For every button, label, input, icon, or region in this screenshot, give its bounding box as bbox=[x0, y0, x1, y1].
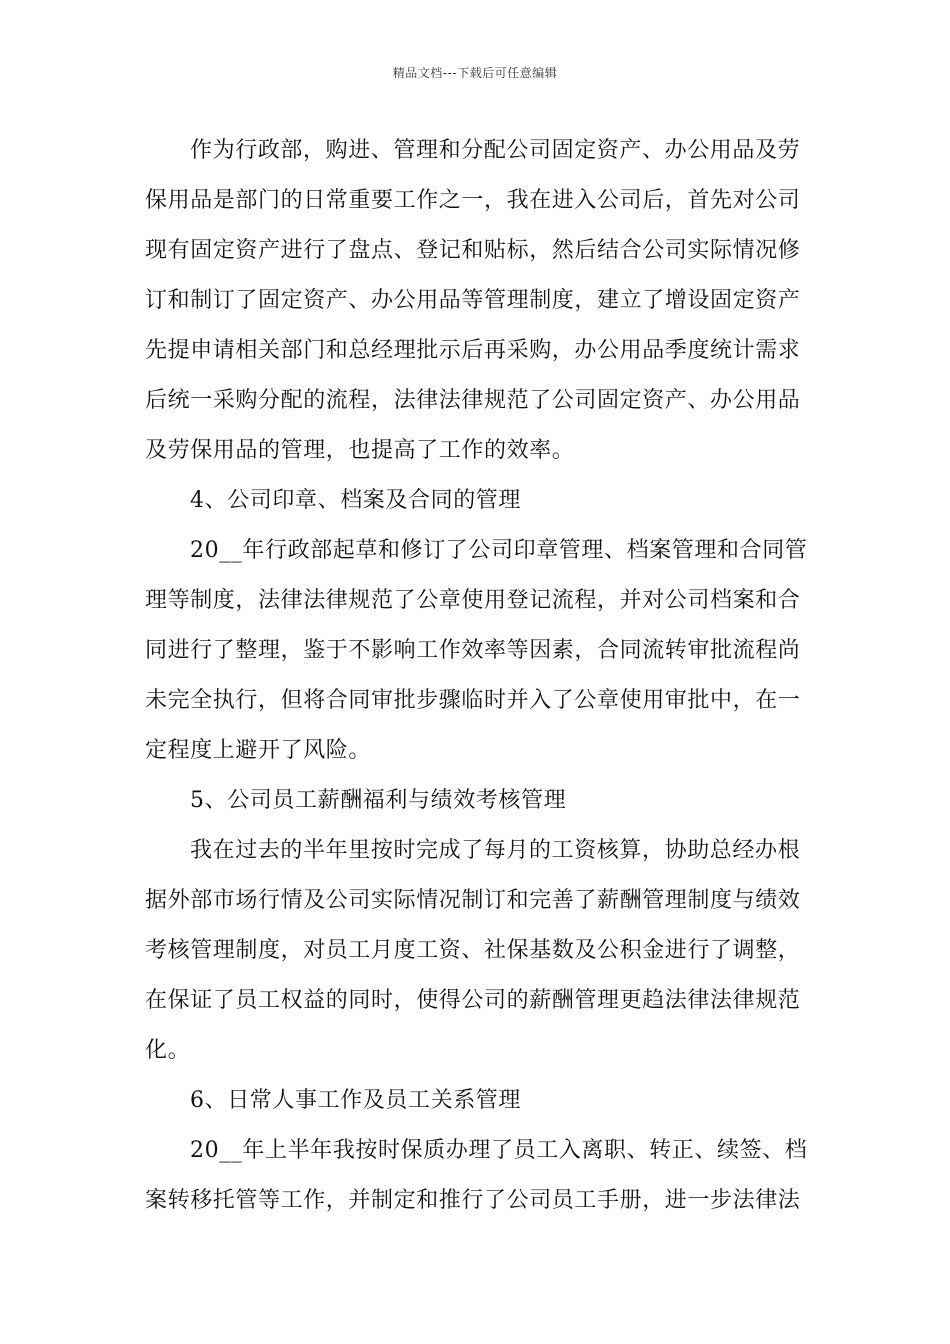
text-line: 理等制度，法律法律规范了公章使用登记流程，并对公司档案和合 bbox=[145, 588, 801, 613]
text-line: 我在过去的半年里按时完成了每月的工资核算，协助总经办根 bbox=[190, 838, 801, 863]
section-heading: 4、公司印章、档案及合同的管理 bbox=[190, 488, 521, 513]
section-heading: 5、公司员工薪酬福利与绩效考核管理 bbox=[190, 788, 567, 813]
text-line: 同进行了整理，鉴于不影响工作效率等因素，合同流转审批流程尚 bbox=[145, 638, 801, 663]
page-header: 精品文档---下载后可任意编辑 bbox=[392, 66, 558, 80]
text-line: 定程度上避开了风险。 bbox=[145, 738, 372, 763]
text-line: 作为行政部，购进、管理和分配公司固定资产、办公用品及劳 bbox=[190, 138, 801, 163]
text-line: 案转移托管等工作，并制定和推行了公司员工手册，进一步法律法 bbox=[145, 1188, 801, 1213]
section-heading: 6、日常人事工作及员工关系管理 bbox=[190, 1088, 521, 1113]
text-line: 后统一采购分配的流程，法律法律规范了公司固定资产、办公用品 bbox=[145, 388, 801, 413]
text-line: 化。 bbox=[145, 1038, 191, 1063]
text-line: 20__年行政部起草和修订了公司印章管理、档案管理和合同管 bbox=[190, 538, 808, 563]
text-line: 考核管理制度，对员工月度工资、社保基数及公积金进行了调整， bbox=[145, 938, 801, 963]
text-line: 及劳保用品的管理，也提高了工作的效率。 bbox=[145, 438, 575, 463]
text-line: 在保证了员工权益的同时，使得公司的薪酬管理更趋法律法律规范 bbox=[145, 988, 801, 1013]
document-body bbox=[145, 126, 815, 1226]
text-line: 据外部市场行情及公司实际情况制订和完善了薪酬管理制度与绩效 bbox=[145, 888, 801, 913]
text-line: 现有固定资产进行了盘点、登记和贴标，然后结合公司实际情况修 bbox=[145, 238, 801, 263]
text-line: 20__年上半年我按时保质办理了员工入离职、转正、续签、档 bbox=[190, 1138, 808, 1163]
text-line: 先提申请相关部门和总经理批示后再采购，办公用品季度统计需求 bbox=[145, 338, 801, 363]
text-line: 保用品是部门的日常重要工作之一，我在进入公司后，首先对公司 bbox=[145, 188, 801, 213]
text-line: 订和制订了固定资产、办公用品等管理制度，建立了增设固定资产 bbox=[145, 288, 801, 313]
text-line: 未完全执行，但将合同审批步骤临时并入了公章使用审批中，在一 bbox=[145, 688, 801, 713]
